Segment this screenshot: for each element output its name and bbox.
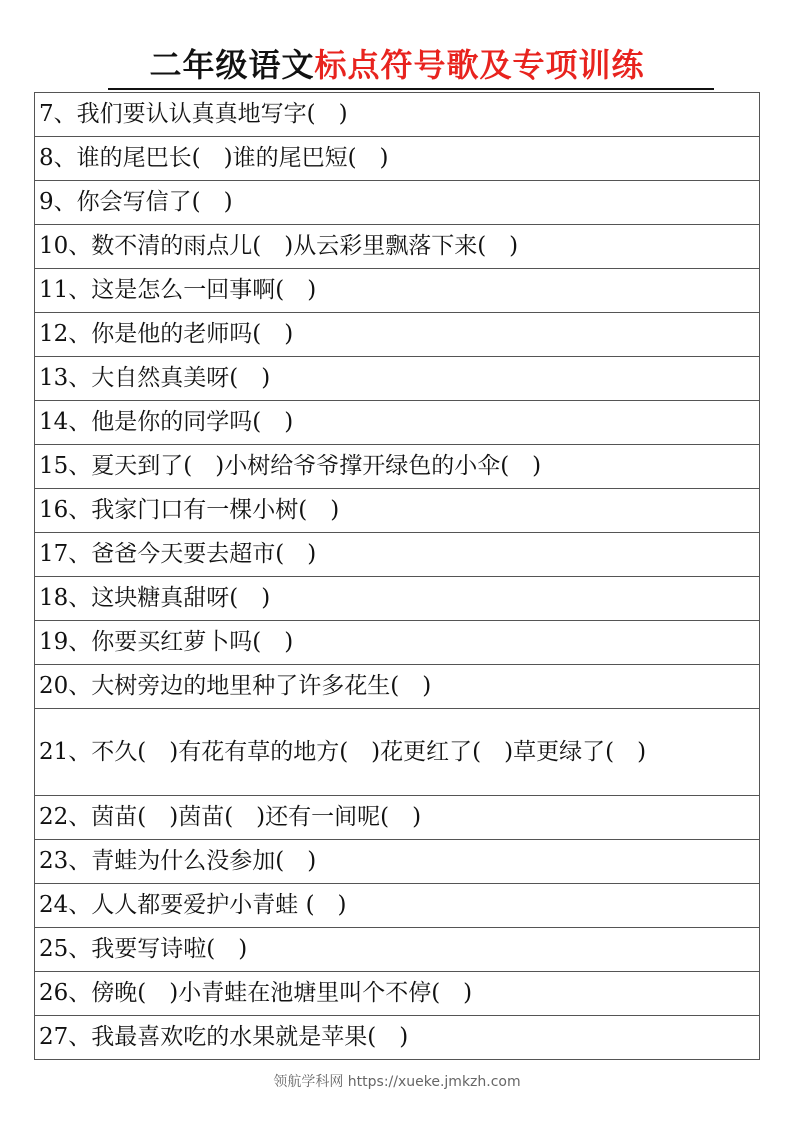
exercise-item-14: 14、他是你的同学吗( ) bbox=[35, 401, 760, 445]
exercise-row bbox=[35, 401, 760, 445]
exercise-row bbox=[35, 709, 760, 796]
title-grade-subject: 二年级语文 bbox=[149, 46, 315, 84]
exercise-row bbox=[35, 225, 760, 269]
exercise-row bbox=[35, 533, 760, 577]
title-topic: 标点符号歌及专项训练 bbox=[314, 46, 645, 84]
exercise-row bbox=[35, 137, 760, 181]
exercise-row bbox=[35, 93, 760, 137]
exercise-item-12: 12、你是他的老师吗( ) bbox=[35, 313, 760, 357]
exercise-item-7: 7、我们要认认真真地写字( ) bbox=[35, 93, 760, 137]
exercise-item-13: 13、大自然真美呀( ) bbox=[35, 357, 760, 401]
exercise-item-21: 21、不久( )有花有草的地方( )花更红了( )草更绿了( ) bbox=[35, 709, 760, 796]
exercise-row bbox=[35, 972, 760, 1016]
exercise-row bbox=[35, 181, 760, 225]
exercise-item-23: 23、青蛙为什么没参加( ) bbox=[35, 840, 760, 884]
exercise-item-26: 26、傍晚( )小青蛙在池塘里叫个不停( ) bbox=[35, 972, 760, 1016]
exercise-row bbox=[35, 621, 760, 665]
exercise-item-25: 25、我要写诗啦( ) bbox=[35, 928, 760, 972]
exercise-item-11: 11、这是怎么一回事啊( ) bbox=[35, 269, 760, 313]
exercise-item-8: 8、谁的尾巴长( )谁的尾巴短( ) bbox=[35, 137, 760, 181]
exercise-item-10: 10、数不清的雨点儿( )从云彩里飘落下来( ) bbox=[35, 225, 760, 269]
exercise-row bbox=[35, 884, 760, 928]
exercise-item-16: 16、我家门口有一棵小树( ) bbox=[35, 489, 760, 533]
title-underline bbox=[108, 88, 714, 90]
exercise-item-15: 15、夏天到了( )小树给爷爷撑开绿色的小伞( ) bbox=[35, 445, 760, 489]
exercise-item-20: 20、大树旁边的地里种了许多花生( ) bbox=[35, 665, 760, 709]
exercise-table bbox=[34, 92, 760, 1060]
page-title bbox=[0, 40, 794, 90]
exercise-row bbox=[35, 665, 760, 709]
exercise-item-22: 22、茵苗( )茵苗( )还有一间呢( ) bbox=[35, 796, 760, 840]
exercise-item-18: 18、这块糖真甜呀( ) bbox=[35, 577, 760, 621]
exercise-row bbox=[35, 840, 760, 884]
exercise-row bbox=[35, 489, 760, 533]
exercise-item-24: 24、人人都要爱护小青蛙 ( ) bbox=[35, 884, 760, 928]
footer-watermark: 领航学科网 https://xueke.jmkzh.com bbox=[273, 1074, 521, 1090]
exercise-row bbox=[35, 928, 760, 972]
exercise-row bbox=[35, 269, 760, 313]
exercise-row bbox=[35, 313, 760, 357]
exercise-row bbox=[35, 445, 760, 489]
exercise-row bbox=[35, 796, 760, 840]
exercise-row bbox=[35, 577, 760, 621]
exercise-item-27: 27、我最喜欢吃的水果就是苹果( ) bbox=[35, 1016, 760, 1060]
exercise-item-9: 9、你会写信了( ) bbox=[35, 181, 760, 225]
exercise-item-17: 17、爸爸今天要去超市( ) bbox=[35, 533, 760, 577]
exercise-item-19: 19、你要买红萝卜吗( ) bbox=[35, 621, 760, 665]
exercise-row bbox=[35, 1016, 760, 1060]
exercise-row bbox=[35, 357, 760, 401]
